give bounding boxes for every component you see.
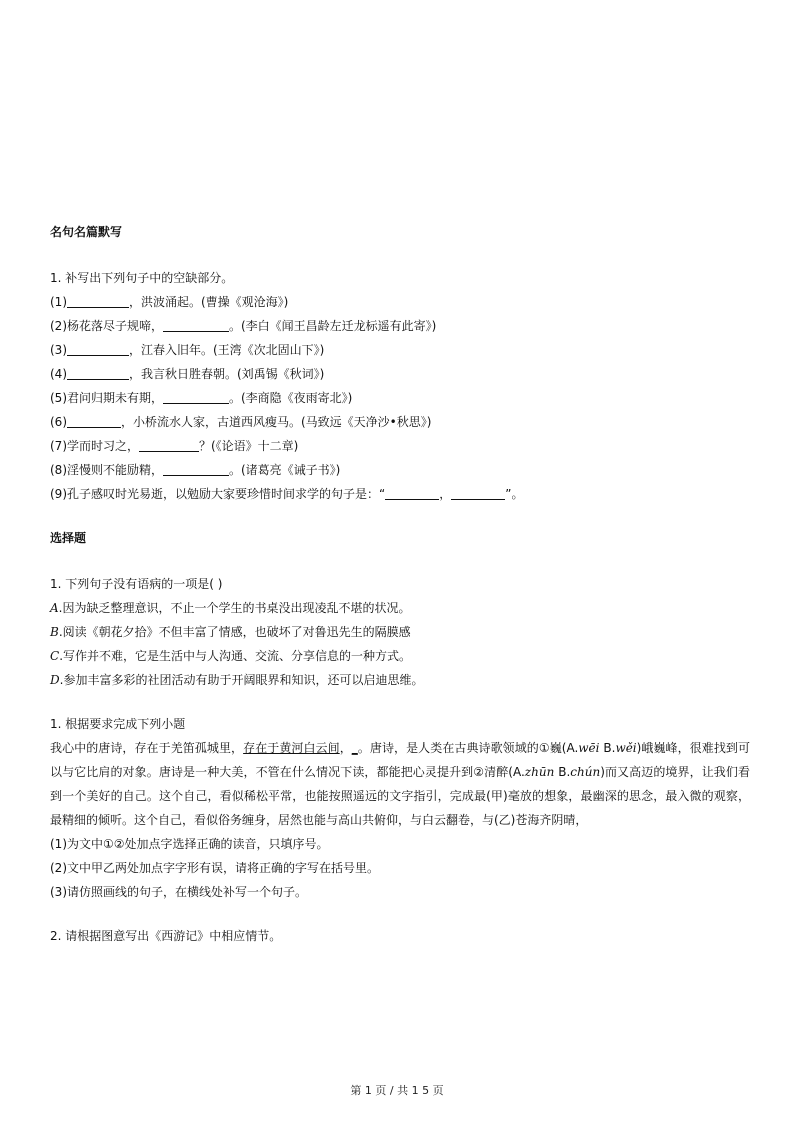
option-letter: D bbox=[50, 673, 60, 687]
spacer bbox=[50, 904, 750, 924]
line-prefix: (2)杨花落尽子规啼， bbox=[50, 319, 163, 333]
option-d[interactable] bbox=[50, 668, 750, 692]
option-text: .参加丰富多彩的社团活动有助于开阔眼界和知识，还可以启迪思维。 bbox=[59, 673, 424, 687]
option-c[interactable] bbox=[50, 644, 750, 668]
question-stem: 1. 根据要求完成下列小题 bbox=[50, 717, 186, 731]
line-suffix: ”。 bbox=[505, 487, 524, 501]
answer-blank[interactable]: _ bbox=[351, 741, 358, 755]
answer-blank[interactable] bbox=[385, 485, 439, 500]
option-letter: B bbox=[50, 625, 59, 639]
line-suffix: 。(李商隐《夜雨寄北》) bbox=[229, 391, 353, 405]
pinyin-option: wěi bbox=[615, 741, 637, 755]
line-middle: ， bbox=[439, 487, 452, 501]
line-prefix: (6) bbox=[50, 415, 67, 429]
option-text: .因为缺乏整理意识，不止一个学生的书桌没出现凌乱不堪的状况。 bbox=[58, 601, 411, 615]
section-title-choice: 选择题 bbox=[50, 531, 87, 545]
answer-blank[interactable] bbox=[67, 365, 129, 380]
dictation-line-5 bbox=[50, 386, 750, 410]
document-content bbox=[50, 222, 750, 948]
passage-text: 。唐诗，是人类在古典诗歌领域的①巍(A. bbox=[357, 741, 579, 755]
sub-question-2: (2)文中甲乙两处加点字字形有误，请将正确的字写在括号里。 bbox=[50, 861, 380, 875]
section-title-dictation: 名句名篇默写 bbox=[50, 225, 123, 239]
answer-blank[interactable] bbox=[451, 485, 505, 500]
pinyin-option: chún bbox=[570, 765, 601, 779]
passage-text: 我心中的唐诗，存在于羌笛孤城里， bbox=[50, 741, 244, 755]
line-prefix: (5)君问归期未有期， bbox=[50, 391, 163, 405]
line-suffix: ？(《论语》十二章) bbox=[199, 439, 299, 453]
underlined-sentence: 存在于黄河白云间 bbox=[243, 741, 340, 755]
passage-text: )而又高迈的境界，让我们看到一个美好的自己。这个自己，看似稀松平常，也能按照遥远的文字指引，完成最(甲)毫放的想象，最幽深的思念，最入微的观察，最精细的倾听。这个自己，看似俗务缠身，居然也能与高山共俯仰，与白云翻卷，与(乙)苍海齐阴晴， bbox=[50, 765, 750, 827]
passage-text: ， bbox=[339, 741, 352, 755]
dictation-line-3 bbox=[50, 338, 750, 362]
sub-question-3: (3)请仿照画线的句子，在横线处补写一个句子。 bbox=[50, 885, 307, 899]
passage-text: B. bbox=[554, 765, 571, 779]
option-text: .写作并不难，它是生活中与人沟通、交流、分享信息的一种方式。 bbox=[59, 649, 412, 663]
passage-text: )峨巍峰，很难找到可以与它比肩的对象。唐诗是一种大美，不管在什么情况下读，都能把心灵提升到②清醉(A. bbox=[50, 741, 750, 779]
line-prefix: (3) bbox=[50, 343, 67, 357]
option-a[interactable] bbox=[50, 596, 750, 620]
line-suffix: 。(诸葛亮《诫子书》) bbox=[229, 463, 341, 477]
line-prefix: (4) bbox=[50, 367, 67, 381]
page-footer: 第 1 页 / 共 1 5 页 bbox=[350, 1084, 444, 1097]
line-suffix: ，洪波涌起。(曹操《观沧海》) bbox=[129, 295, 289, 309]
answer-blank[interactable] bbox=[163, 389, 229, 404]
reading-passage bbox=[50, 736, 750, 832]
answer-blank[interactable] bbox=[163, 461, 229, 476]
option-b[interactable] bbox=[50, 620, 750, 644]
line-prefix: (8)淫慢则不能励精， bbox=[50, 463, 163, 477]
spacer bbox=[50, 692, 750, 712]
line-suffix: ，我言秋日胜春朝。(刘禹锡《秋词》) bbox=[129, 367, 325, 381]
dictation-line-1 bbox=[50, 290, 750, 314]
answer-blank[interactable] bbox=[67, 293, 129, 308]
question-stem: 1. 补写出下列句子中的空缺部分。 bbox=[50, 271, 234, 285]
sub-question-1: (1)为文中①②处加点字选择正确的读音，只填序号。 bbox=[50, 837, 329, 851]
pinyin-option: wēi bbox=[578, 741, 600, 755]
question-stem: 1. 下列句子没有语病的一项是( ) bbox=[50, 577, 223, 591]
line-suffix: ，江春入旧年。(王湾《次北固山下》) bbox=[129, 343, 325, 357]
line-prefix: (9)孔子感叹时光易逝，以勉励大家要珍惜时间求学的句子是：“ bbox=[50, 487, 386, 501]
option-letter: C bbox=[50, 649, 60, 663]
line-prefix: (7)学而时习之， bbox=[50, 439, 139, 453]
line-suffix: ，小桥流水人家，古道西风瘦马。(马致远《天净沙•秋思》) bbox=[121, 415, 432, 429]
dictation-line-4 bbox=[50, 362, 750, 386]
dictation-line-2 bbox=[50, 314, 750, 338]
answer-blank[interactable] bbox=[67, 341, 129, 356]
pinyin-option: zhūn bbox=[524, 765, 555, 779]
answer-blank[interactable] bbox=[67, 413, 121, 428]
line-prefix: (1) bbox=[50, 295, 67, 309]
dictation-line-6 bbox=[50, 410, 750, 434]
line-suffix: 。(李白《闻王昌龄左迁龙标遥有此寄》) bbox=[229, 319, 437, 333]
passage-text: B. bbox=[599, 741, 616, 755]
dictation-line-8 bbox=[50, 458, 750, 482]
question-stem: 2. 请根据图意写出《西游记》中相应情节。 bbox=[50, 929, 282, 943]
dictation-line-7 bbox=[50, 434, 750, 458]
option-letter: A bbox=[50, 601, 59, 615]
option-text: .阅读《朝花夕拾》不但丰富了情感，也破坏了对鲁迅先生的隔膜感 bbox=[58, 625, 411, 639]
answer-blank[interactable] bbox=[163, 317, 229, 332]
answer-blank[interactable] bbox=[139, 437, 199, 452]
dictation-line-9 bbox=[50, 482, 750, 506]
